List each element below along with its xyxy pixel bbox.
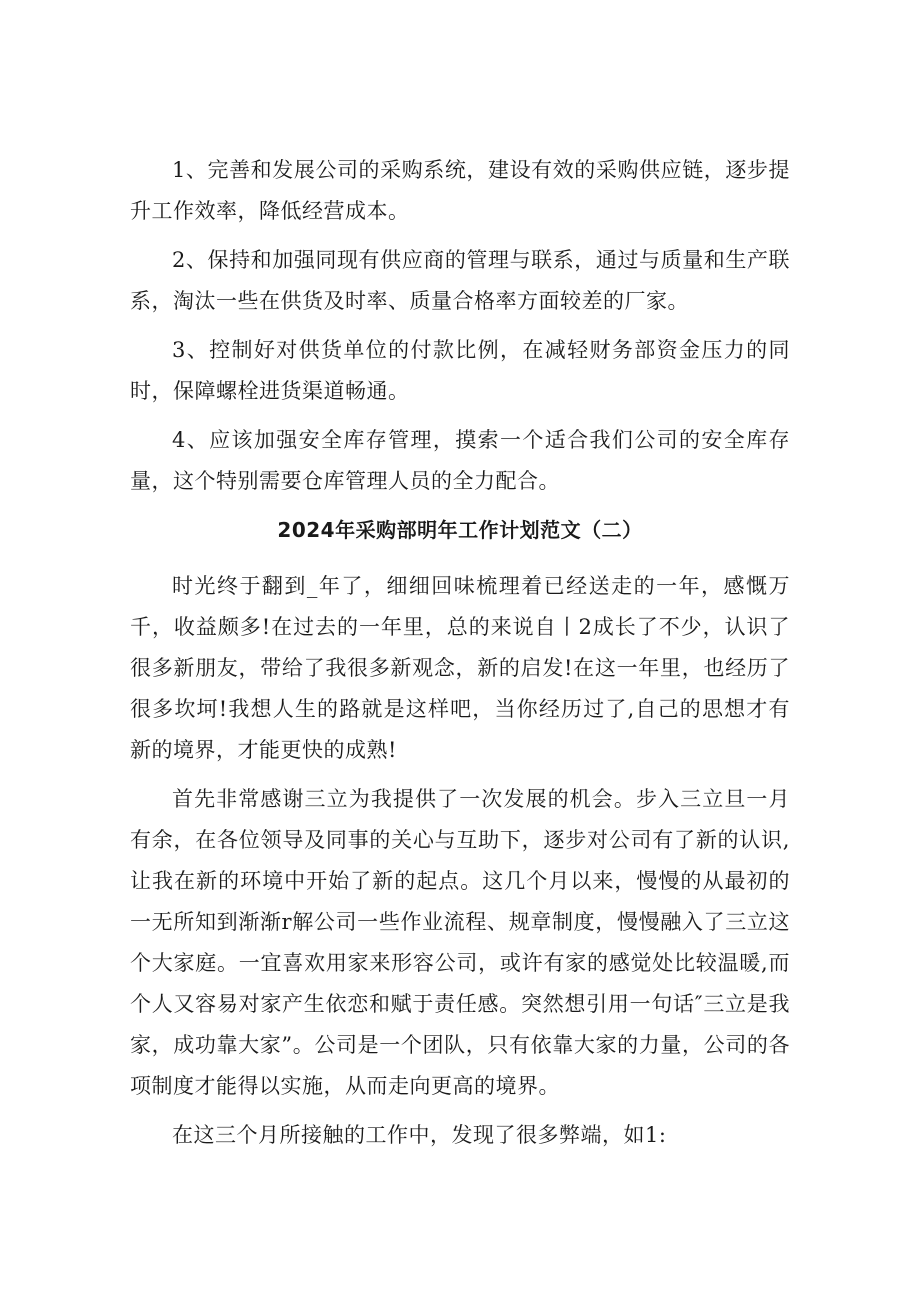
- list-item-1: 1、完善和发展公司的采购系统，建设有效的采购供应链，逐步提升工作效率，降低经营成本。: [130, 158, 790, 223]
- document-body: [130, 150, 790, 1164]
- paragraph-3: 在这三个月所接触的工作中，发现了很多弊端，如1:: [172, 1123, 667, 1147]
- paragraph-2: 首先非常感谢三立为我提供了一次发展的机会。步入三立旦一月有余，在各位领导及同事的关心与互助下，逐步对公司有了新的认识,让我在新的环境中开始了新的起点。这几个月以来，慢慢的从最初的一无所知到渐渐r解公司一些作业流程、规章制度，慢慢融入了三立这个大家庭。一宜喜欢用家来形容公司，或许有家的感觉处比较温暖,而个人又容易对家产生依恋和赋于责任感。突然想引用一句话″三立是我家，成功靠大家”。公司是一个团队，只有依靠大家的力量，公司的各项制度才能得以实施，从而走向更高的境界。: [130, 787, 790, 1098]
- list-item-4: 4、应该加强安全库存管理，摸索一个适合我们公司的安全库存量，这个特别需要仓库管理人员的全力配合。: [130, 428, 790, 493]
- list-item-3: 3、控制好对供货单位的付款比例，在减轻财务部资金压力的同时，保障螺栓进货渠道畅通。: [130, 338, 790, 403]
- list-item-2: 2、保持和加强同现有供应商的管理与联系，通过与质量和生产联系，淘汰一些在供货及时率、质量合格率方面较差的厂家。: [130, 248, 790, 313]
- paragraph-1: 时光终于翻到_年了，细细回味梳理着已经送走的一年，感慨万千，收益颇多!在过去的一年里，总的来说自丨2成长了不少，认识了很多新朋友，带给了我很多新观念，新的启发!在这一年里，也经历了很多坎坷!我想人生的路就是这样吧，当你经历过了,自己的思想才有新的境界，才能更快的成熟!: [130, 574, 790, 762]
- section-title: 2024年采购部明年工作计划范文（二）: [277, 518, 643, 542]
